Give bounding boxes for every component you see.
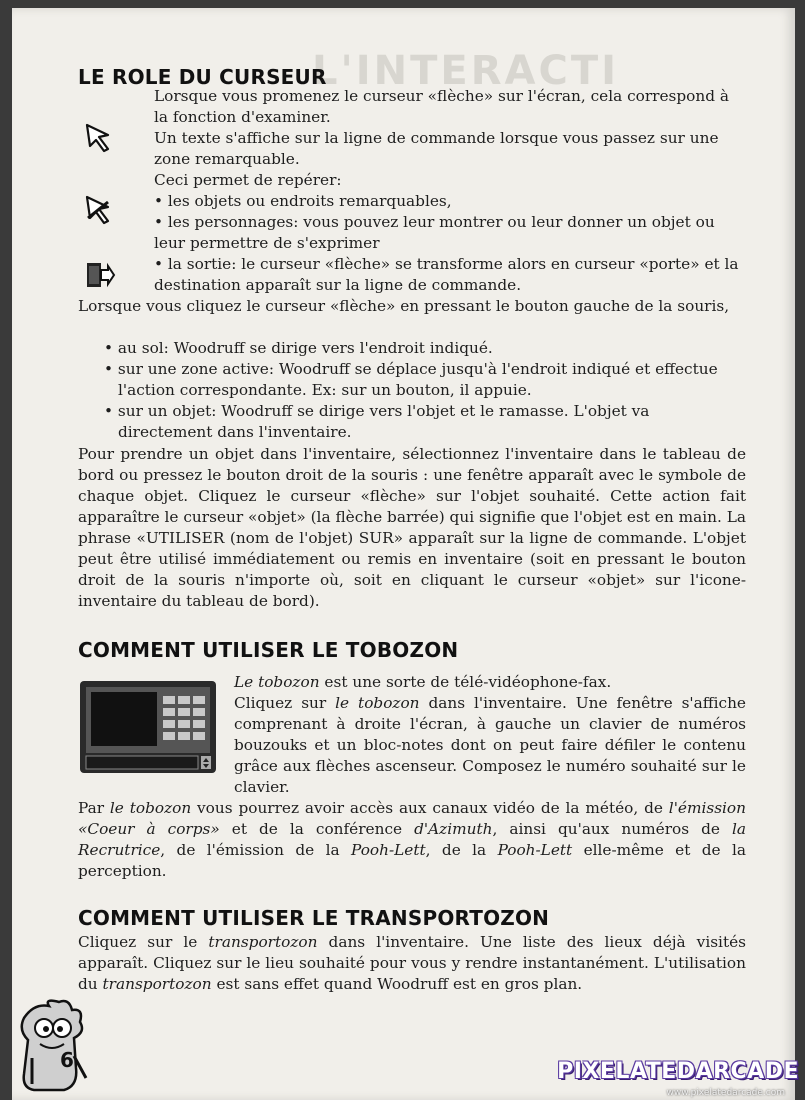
section-title-tobozon: COMMENT UTILISER LE TOBOZON	[78, 638, 459, 662]
cursor-click-paragraph	[78, 296, 746, 317]
paragraph: Par le tobozon vous pourrez avoir accès aux canaux vidéo de la météo, de l'émission «Coeur à corps» et de la conférence d'Azimuth, ainsi qu'aux numéros de la Recrutrice, de l'émission de la Pooh-Lett, de la Pooh-Lett elle-même et de la perception.	[78, 799, 746, 880]
list-item: • les personnages: vous pouvez leur montrer ou leur donner un objet ou leur permettre de s'exprimer	[154, 212, 746, 254]
transportozon-paragraph	[78, 932, 746, 995]
list-item: • au sol: Woodruff se dirige vers l'endroit indiqué.	[98, 338, 718, 359]
paragraph: Le tobozon est une sorte de télé-vidéophone-fax.	[234, 673, 612, 691]
section-title-curseur: LE ROLE DU CURSEUR	[78, 65, 327, 89]
list-item: • sur une zone active: Woodruff se déplace jusqu'à l'endroit indiqué et effectue l'action correspondante. Ex: sur un bouton, il appuie.	[98, 359, 718, 401]
paragraph: Un texte s'affiche sur la ligne de commande lorsque vous passez sur une zone remarquable.	[154, 129, 719, 168]
list-item: • la sortie: le curseur «flèche» se transforme alors en curseur «porte» et la destination apparaît sur la ligne de commande.	[154, 254, 746, 296]
paragraph: Cliquez sur le transportozon dans l'inventaire. Une liste des lieux déjà visités apparaît. Cliquez sur le lieu souhaité pour vous y rendre instantanément. L'utilisation du transportozon est sans effet quand Woodruff est en gros plan.	[78, 933, 747, 993]
watermark-url: www.pixelatedarcade.com	[666, 1088, 785, 1098]
tobozon-channels-paragraph	[78, 798, 746, 882]
paragraph: Lorsque vous cliquez le curseur «flèche» en pressant le bouton gauche de la souris,	[78, 297, 730, 315]
door-cursor-icon	[84, 260, 116, 290]
object-cursor-icon	[84, 194, 114, 226]
list-item: • sur un objet: Woodruff se dirige vers l'objet et le ramasse. L'objet va directement dans l'inventaire.	[98, 401, 718, 443]
paragraph: Cliquez sur le tobozon dans l'inventaire. Une fenêtre s'affiche comprenant à droite l'écran, à gauche un clavier de numéros bouzouks et un bloc-notes dont on peut faire défiler le contenu grâce aux flèches ascenseur. Composez le numéro souhaité sur le clavier.	[234, 694, 746, 796]
tobozon-description	[234, 672, 746, 798]
inventory-paragraph	[78, 444, 746, 612]
show-through-heading: L'INTERACTI	[312, 48, 619, 94]
manual-page	[12, 8, 795, 1100]
page-number: 6	[60, 1048, 74, 1072]
cursor-intro	[154, 86, 746, 296]
paragraph: Lorsque vous promenez le curseur «flèche» sur l'écran, cela correspond à la fonction d'examiner.	[154, 87, 730, 126]
tobozon-device-icon	[79, 680, 219, 776]
paragraph: Pour prendre un objet dans l'inventaire, sélectionnez l'inventaire dans le tableau de bord ou pressez le bouton droit de la souris : une fenêtre apparaît avec le symbole de chaque objet. Cliquez le curseur «flèche» sur l'objet souhaité. Cette action fait apparaître le curseur «objet» (la flèche barrée) qui signifie que l'objet est en main. La phrase «UTILISER (nom de l'objet) SUR» apparaît sur la ligne de commande. L'objet peut être utilisé immédiatement ou remis en inventaire (soit en pressant le bouton droit de la souris n'importe où, soit en cliquant le curseur «objet» sur l'icone-inventaire du tableau de bord).	[78, 445, 746, 610]
paragraph: Ceci permet de repérer:	[154, 171, 342, 189]
arrow-cursor-icon	[84, 122, 114, 154]
woodruff-mascot-icon	[14, 998, 94, 1098]
list-item: • les objets ou endroits remarquables,	[154, 191, 746, 212]
section-title-transportozon: COMMENT UTILISER LE TRANSPORTOZON	[78, 906, 550, 930]
watermark-logo: PIXELATEDARCADE	[557, 1059, 799, 1084]
cursor-click-list	[98, 338, 718, 443]
